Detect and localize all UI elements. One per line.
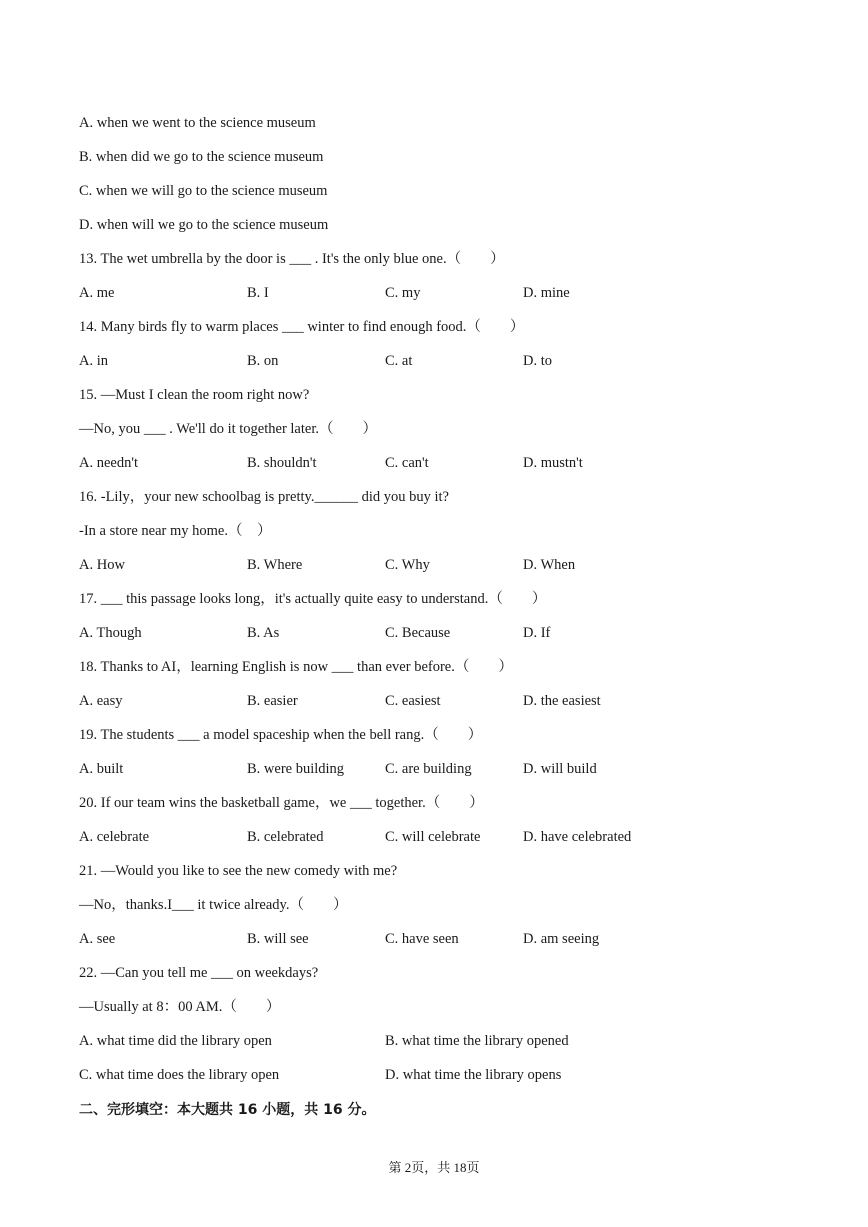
- option-b: B. shouldn't: [247, 455, 317, 471]
- option-d: D. If: [523, 625, 551, 641]
- question-stem: 17. ___ this passage looks long，it's actually quite easy to understand.（ ）: [79, 591, 547, 607]
- option-d: D. When: [523, 557, 576, 573]
- option-b: B. As: [247, 625, 280, 641]
- option-c: C. can't: [385, 455, 429, 471]
- option-b: B. what time the library opened: [385, 1033, 569, 1049]
- option-b: B. will see: [247, 931, 309, 947]
- option-c: C. Why: [385, 557, 430, 573]
- option-d: D. what time the library opens: [385, 1067, 562, 1083]
- option-c: C. have seen: [385, 931, 459, 947]
- question-stem: 18. Thanks to AI，learning English is now ___ than ever before.（ ）: [79, 659, 513, 675]
- option-d: D. am seeing: [523, 931, 600, 947]
- option-d: D. mine: [523, 285, 570, 301]
- option-c: C. are building: [385, 761, 472, 777]
- option-d: D. the easiest: [523, 693, 601, 709]
- question-stem: 15. —Must I clean the room right now?: [79, 387, 310, 403]
- option-b: B. were building: [247, 761, 345, 777]
- option-a: A. celebrate: [79, 829, 150, 845]
- page-footer: 第 2页，共 18页: [388, 1160, 480, 1175]
- section-heading: 二、完形填空：本大题共 16 小题，共 16 分。: [79, 1102, 376, 1118]
- option-c: C. Because: [385, 625, 451, 641]
- option-a: A. in: [79, 353, 108, 369]
- option-c: C. what time does the library open: [79, 1067, 280, 1083]
- question-stem-reply: —Usually at 8：00 AM.（ ）: [79, 999, 281, 1015]
- option-a: A. How: [79, 557, 125, 573]
- option-a: A. see: [79, 931, 116, 947]
- question-stem-reply: —No, you ___ . We'll do it together later.（ ）: [79, 421, 377, 437]
- option-b: B. I: [247, 285, 269, 301]
- question-stem: 14. Many birds fly to warm places ___ winter to find enough food.（ ）: [79, 319, 525, 335]
- option-a: A. needn't: [79, 455, 138, 471]
- option-c: C. at: [385, 353, 413, 369]
- option-c: C. my: [385, 285, 421, 301]
- question-stem-reply: —No，thanks.I___ it twice already.（ ）: [79, 897, 348, 913]
- option-line: B. when did we go to the science museum: [79, 149, 324, 165]
- option-c: C. will celebrate: [385, 829, 481, 845]
- question-stem: 22. —Can you tell me ___ on weekdays?: [79, 965, 319, 981]
- option-a: A. me: [79, 285, 115, 301]
- question-stem: 13. The wet umbrella by the door is ___ . It's the only blue one.（ ）: [79, 251, 505, 267]
- option-d: D. mustn't: [523, 455, 583, 471]
- question-stem: 16. -Lily，your new schoolbag is pretty.______ did you buy it?: [79, 489, 449, 505]
- option-a: A. built: [79, 761, 124, 777]
- option-b: B. celebrated: [247, 829, 324, 845]
- option-d: D. to: [523, 353, 552, 369]
- option-line: A. when we went to the science museum: [79, 115, 316, 131]
- option-b: B. easier: [247, 693, 298, 709]
- option-b: B. on: [247, 353, 279, 369]
- option-line: C. when we will go to the science museum: [79, 183, 328, 199]
- question-stem: 19. The students ___ a model spaceship when the bell rang.（ ）: [79, 727, 483, 743]
- option-d: D. will build: [523, 761, 597, 777]
- option-d: D. have celebrated: [523, 829, 632, 845]
- question-stem: 21. —Would you like to see the new comedy with me?: [79, 863, 398, 879]
- option-a: A. easy: [79, 693, 123, 709]
- option-line: D. when will we go to the science museum: [79, 217, 329, 233]
- option-a: A. what time did the library open: [79, 1033, 272, 1049]
- option-b: B. Where: [247, 557, 303, 573]
- question-stem-reply: -In a store near my home.（ ）: [79, 523, 272, 539]
- option-a: A. Though: [79, 625, 142, 641]
- option-c: C. easiest: [385, 693, 441, 709]
- question-stem: 20. If our team wins the basketball game，we ___ together.（ ）: [79, 795, 484, 811]
